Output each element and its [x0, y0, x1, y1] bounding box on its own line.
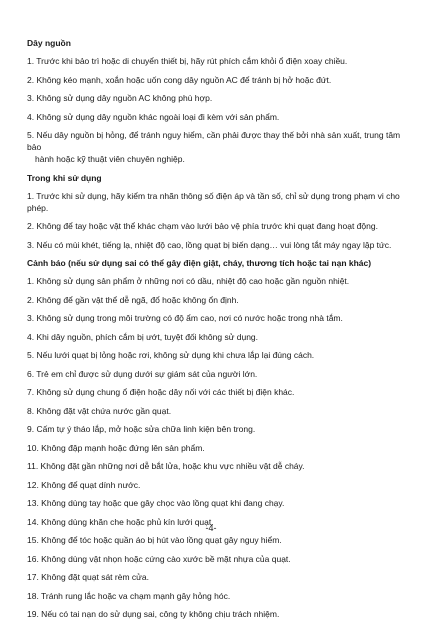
list-item: 16. Không dùng vật nhọn hoặc cứng cào xước bề mặt nhựa của quạt.	[27, 553, 291, 564]
list-item: 19. Nếu có tai nạn do sử dụng sai, công ty không chịu trách nhiệm.	[27, 609, 280, 619]
list-item: 18. Tránh rung lắc hoặc va chạm mạnh gây hỏng hóc.	[27, 590, 231, 601]
list-item: 7. Không sử dụng chung ổ điện hoặc dây nối với các thiết bị điện khác.	[27, 387, 295, 397]
list-item: 4. Không sử dụng dây nguồn khác ngoài loại đi kèm với sản phẩm.	[27, 111, 280, 122]
list-item: 9. Cấm tự ý tháo lắp, mở hoặc sửa chữa linh kiện bên trong.	[27, 424, 256, 434]
list-item: 8. Không đặt vật chứa nước gần quạt.	[27, 405, 172, 416]
list-item: 3. Không sử dụng dây nguồn AC không phù hợp.	[27, 93, 213, 103]
section-heading-power-cord: Dây nguồn	[27, 38, 71, 48]
list-item-line: 5. Nếu dây nguồn bị hỏng, để tránh nguy hiểm, cần phải được thay thế bởi nhà sản xuất, trung tâm bảo	[27, 130, 401, 152]
list-item: 1. Trước khi bảo trì hoặc di chuyển thiết bị, hãy rút phích cắm khỏi ổ điện xoay chiều.	[27, 56, 348, 66]
list-item: 1. Không sử dụng sản phẩm ở những nơi có dầu, nhiệt độ cao hoặc gần nguồn nhiệt.	[27, 276, 350, 286]
list-item: 2. Không để tay hoặc vật thể khác chạm vào lưới bảo vệ phía trước khi quạt đang hoạt động.	[27, 221, 378, 231]
list-item: 5. Nếu lưới quạt bị lỏng hoặc rơi, không sử dụng khi chưa lắp lại đúng cách.	[27, 350, 315, 360]
list-item: 17. Không đặt quạt sát rèm cửa.	[27, 572, 149, 582]
list-item: 4. Khi dây nguồn, phích cắm bị ướt, tuyệt đối không sử dụng.	[27, 331, 259, 342]
list-item: 6. Trẻ em chỉ được sử dụng dưới sự giám sát của người lớn.	[27, 368, 258, 379]
list-item: 2. Không để gần vật thể dễ ngã, đổ hoặc không ổn định.	[27, 294, 239, 305]
page-content	[27, 37, 409, 627]
list-item: 12. Không để quạt dính nước.	[27, 479, 141, 490]
page-number: -4-	[205, 523, 217, 533]
list-item: 2. Không kéo mạnh, xoắn hoặc uốn cong dây nguồn AC để tránh bị hở hoặc đứt.	[27, 74, 332, 85]
list-item	[27, 129, 409, 165]
list-item: 3. Nếu có mùi khét, tiếng lạ, nhiệt độ cao, lồng quạt bị biến dạng… vui lòng tắt máy ngay lập tức.	[27, 239, 392, 250]
section-usage	[27, 172, 409, 251]
section-heading-usage: Trong khi sử dụng	[27, 172, 102, 183]
list-item: 10. Không đập mạnh hoặc đứng lên sản phẩm.	[27, 442, 205, 453]
section-heading-warning: Cảnh báo (nếu sử dụng sai có thể gây điện giật, cháy, thương tích hoặc tai nạn khác)	[27, 258, 372, 268]
section-warning	[27, 257, 409, 620]
list-item: 15. Không để tóc hoặc quần áo bị hút vào lồng quạt gây nguy hiểm.	[27, 535, 282, 545]
list-item: 1. Trước khi sử dụng, hãy kiểm tra nhãn thông số điện áp và tần số, chỉ sử dụng trong phạm vi cho phép.	[27, 190, 400, 213]
list-item: 14. Không dùng khăn che hoặc phủ kín lưới quạt.	[27, 516, 214, 527]
section-power-cord	[27, 37, 409, 165]
list-item-continuation: hành hoặc kỹ thuật viên chuyên nghiệp.	[35, 154, 185, 164]
list-item: 11. Không đặt gần những nơi dễ bắt lửa, hoặc khu vực nhiều vật dễ cháy.	[27, 461, 305, 471]
list-item: 13. Không dùng tay hoặc que gây chọc vào lồng quạt khi đang chạy.	[27, 498, 285, 508]
list-item: 3. Không sử dụng trong môi trường có độ ẩm cao, nơi có nước hoặc trong nhà tắm.	[27, 313, 343, 323]
